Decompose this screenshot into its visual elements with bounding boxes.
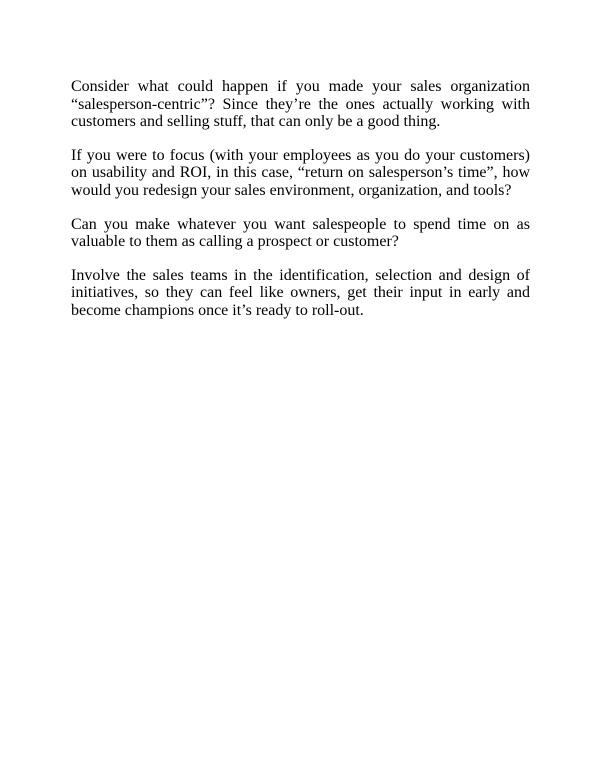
body-text [71,78,530,336]
paragraph-involve-sales-teams: Involve the sales teams in the identification, selection and design of initiatives, so they can feel like owners, get their input in early and become champions once it’s ready to roll-out. [71,266,530,319]
paragraph-usability-roi: If you were to focus (with your employees as you do your customers) on usability and ROI, in this case, “return on salesperson’s time”, how would you redesign your sales environment, organization, and tools? [71,146,530,199]
paragraph-salesperson-centric: Consider what could happen if you made your sales organization “salesperson-centric”? Since they’re the ones actually working with customers and selling stuff, that can only be a good thing. [71,78,530,131]
paragraph-valuable-time: Can you make whatever you want salespeople to spend time on as valuable to them as calling a prospect or customer? [71,215,530,251]
